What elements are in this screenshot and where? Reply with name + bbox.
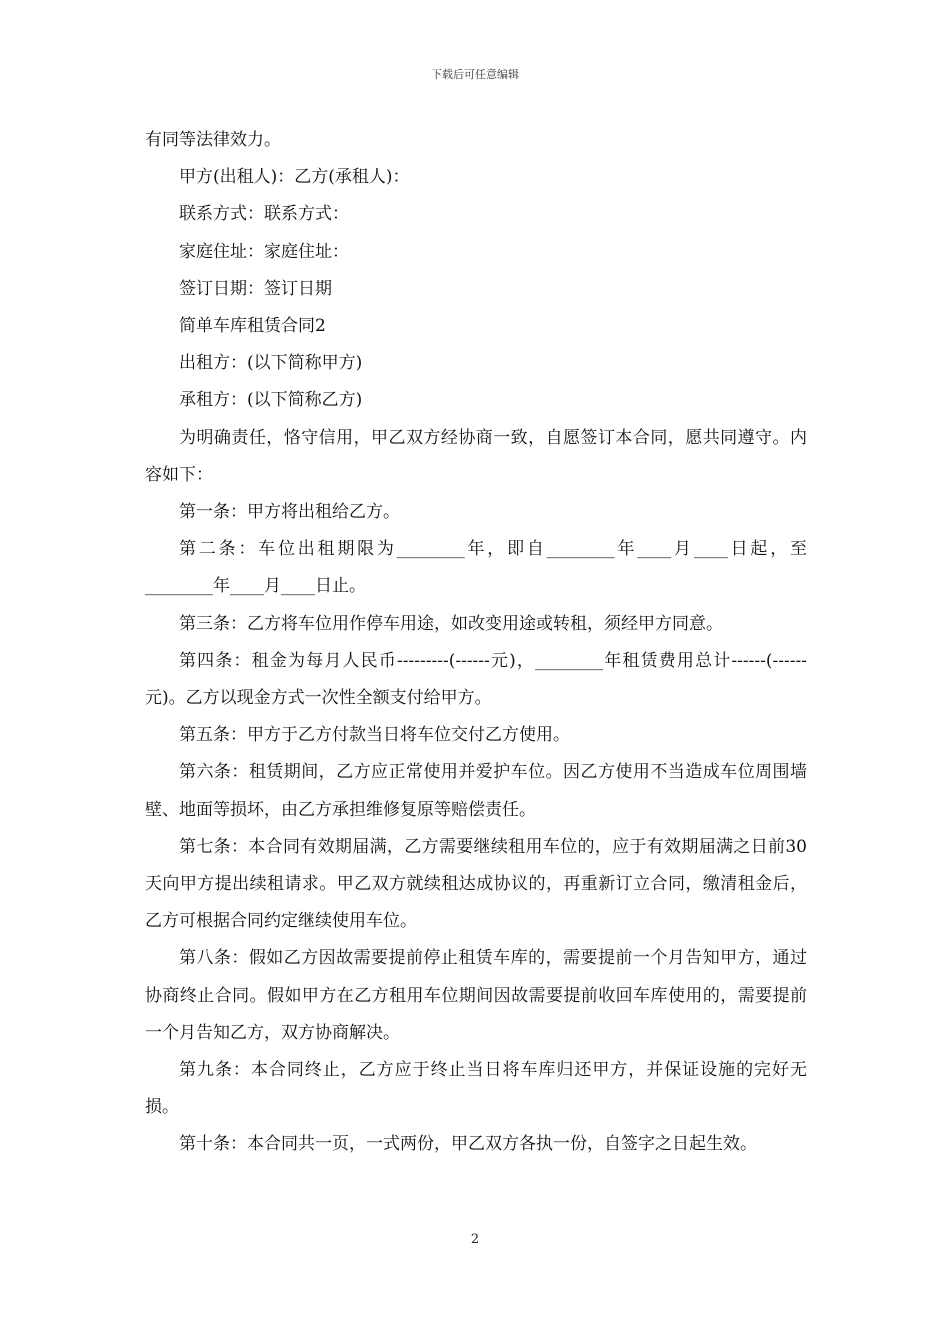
page-header: 下载后可任意编辑 [431, 68, 519, 81]
article-4: 第四条：租金为每月人民币---------(------元)，________年租赁费用总计------(------元)。乙方以现金方式一次性全额支付给甲方。 [145, 650, 807, 709]
article-8: 第八条：假如乙方因故需要提前停止租赁车库的，需要提前一个月告知甲方，通过协商终止合同。假如甲方在乙方租用车位期间因故需要提前收回车库使用的，需要提前一个月告知乙方，双方协商解决。 [145, 948, 807, 1043]
document-body [145, 122, 807, 1164]
lessor-line: 出租方：(以下简称甲方) [179, 353, 363, 374]
paragraph-continuation: 有同等法律效力。 [145, 130, 281, 150]
article-10: 第十条：本合同共一页，一式两份，甲乙双方各执一份，自签字之日起生效。 [179, 1134, 757, 1155]
article-3: 第三条：乙方将车位用作停车用途，如改变用途或转租，须经甲方同意。 [179, 613, 723, 634]
lessee-line: 承租方：(以下简称乙方) [179, 390, 363, 411]
article-7: 第七条：本合同有效期届满，乙方需要继续租用车位的，应于有效期届满之日前30天向甲方提出续租请求。甲乙双方就续租达成协议的，再重新订立合同，缴清租金后，乙方可根据合同约定继续使用车位。 [145, 836, 807, 932]
preamble-paragraph: 为明确责任，恪守信用，甲乙双方经协商一致，自愿签订本合同，愿共同遵守。内容如下： [145, 427, 807, 485]
article-1: 第一条：甲方将出租给乙方。 [179, 502, 400, 523]
article-5: 第五条：甲方于乙方付款当日将车位交付乙方使用。 [179, 725, 570, 746]
address-line: 家庭住址：家庭住址： [179, 241, 349, 262]
party-line: 甲方(出租人)：乙方(承租人)： [179, 167, 410, 188]
page-number: 2 [470, 1232, 480, 1247]
article-2: 第二条：车位出租期限为________年，即自________年____月____日起，至________年____月____日止。 [145, 539, 807, 597]
contact-line: 联系方式：联系方式： [179, 204, 349, 225]
article-9: 第九条：本合同终止，乙方应于终止当日将车库归还甲方，并保证设施的完好无损。 [145, 1060, 807, 1118]
article-6: 第六条：租赁期间，乙方应正常使用并爱护车位。因乙方使用不当造成车位周围墙壁、地面等损坏，由乙方承担维修复原等赔偿责任。 [145, 762, 807, 820]
contract-title: 简单车库租赁合同2 [179, 316, 326, 337]
sign-date-line: 签订日期：签订日期 [179, 278, 332, 299]
